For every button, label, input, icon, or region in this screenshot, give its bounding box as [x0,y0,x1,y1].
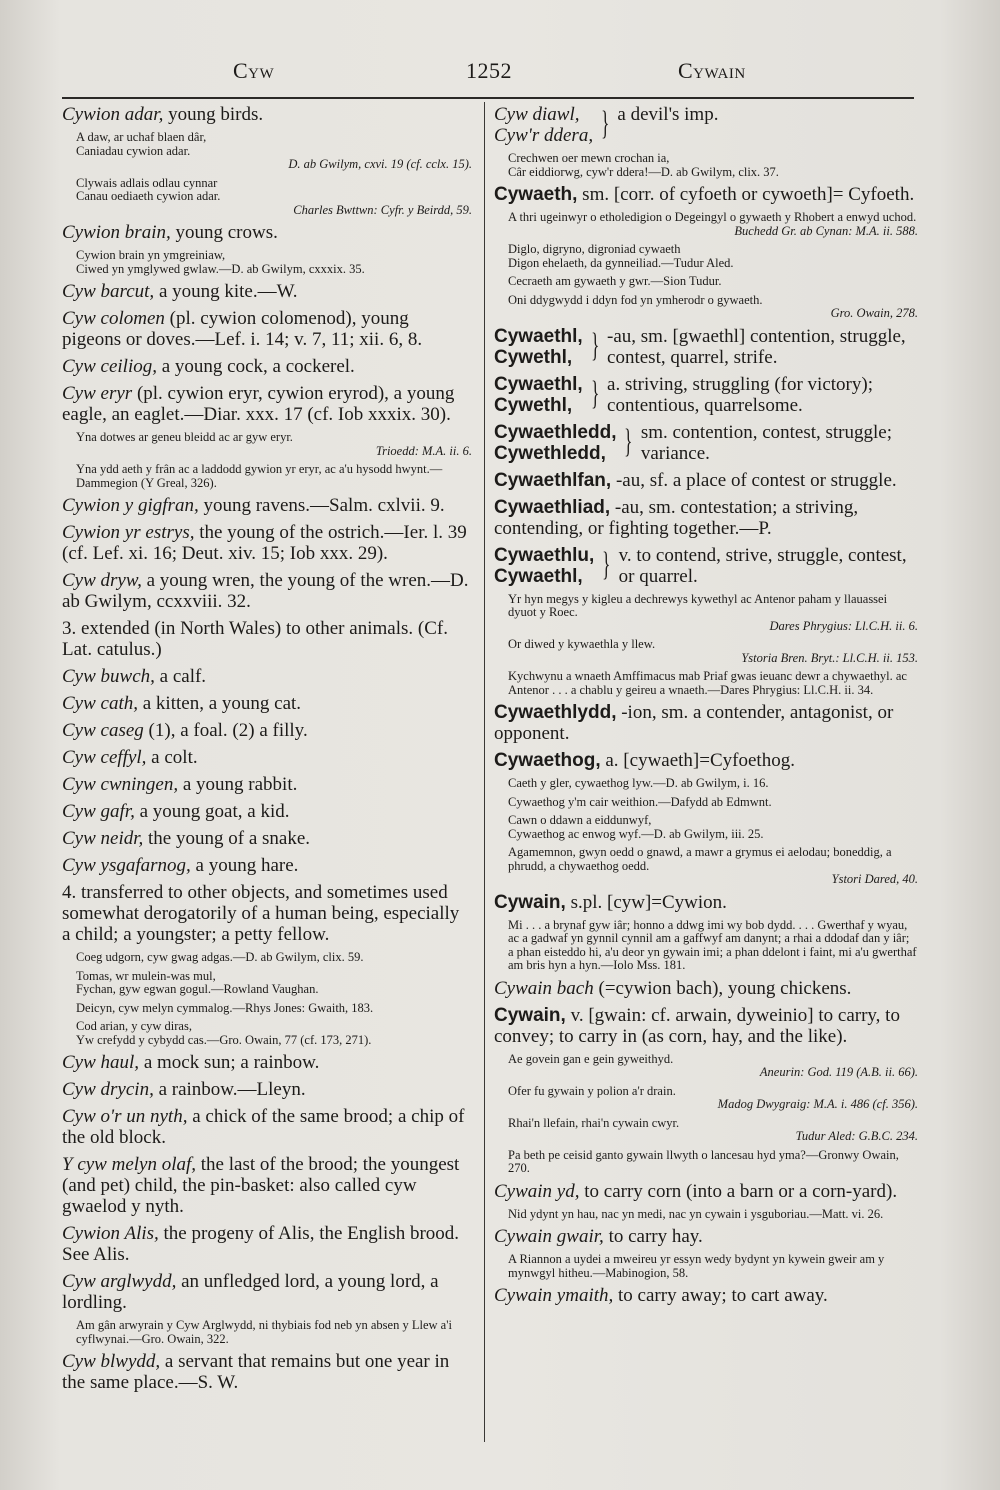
entry-headword: Cyw drycin, [62,1079,154,1100]
quotation-line: Cywion brain yn ymgreiniaw, [76,248,226,262]
dictionary-entry [62,618,472,660]
page-number: 1252 [466,58,512,83]
entry-definition: a servant that remains but one year in the same place.—S. W. [62,1351,450,1393]
quotation-source: Madog Dwygraig: M.A. i. 486 (cf. 356). [717,1097,918,1111]
entry-definition: s.pl. [cyw]=Cywion. [565,891,727,913]
entry-definition: to carry corn (into a barn or a corn-yard). [579,1180,898,1202]
quotation [76,1319,472,1346]
left-column [62,104,472,1399]
entry-headword: Cywain, [494,891,566,913]
quotation-line: Coeg udgorn, cyw gwag adgas.—D. ab Gwilym, clix. 59. [76,950,364,964]
entry-headword: Cywion yr estrys, [62,522,195,543]
entry-definition: a young wren, the young of the wren.—D. ab Gwilym, ccxxviii. 32. [62,570,469,612]
quotation-line: Mi . . . a brynaf gyw iâr; honno a ddwg imi wy bob dydd. . . . Gwerthaf y wyau, ac a gadwaf yn gynnil cynnil am a gaffwyf am danynt; a rhai a ddodaf dan y iâr; a phan eisteddo hi, a'u deor yn gywain imi; a phan ddelont i faint, mi a'u gwerthaf am bris hyn a hyn.—Iolo Mss. 181. [508,917,917,972]
quotation-line: Rhai'n llefain, rhai'n cywain cwyr. [508,1115,680,1130]
entry-headword: Cyw caseg [62,720,144,741]
quotation [508,294,918,321]
entry-headword: Cyw dryw, [62,570,142,591]
entry-headword: Cyw colomen [62,308,165,329]
entry-definition: -ion, sm. a contender, antagonist, or opponent. [494,702,894,744]
paired-entry [494,545,918,587]
dictionary-entry [62,1223,472,1265]
dictionary-entry [494,1285,918,1306]
quotation-line: Fychan, gyw egwan gogul.—Rowland Vaughan. [76,982,319,996]
entry-definition: a kitten, a young cat. [138,693,302,714]
entry-definition: (pl. cywion colomenod), young pigeons or doves.—Lef. i. 14; v. 7, 11; xii. 6, 8. [62,308,423,350]
entry-headword: Cywaeth, [494,184,578,205]
quotation [508,211,918,238]
entry-definition: the progeny of Alis, the English brood. See Alis. [62,1223,460,1265]
entry-headword: Cywion y gigfran, [62,495,199,516]
quotation-source: Buchedd Gr. ab Cynan: M.A. ii. 588. [734,223,918,238]
entry-headword: Cywain gwair, [494,1226,604,1247]
quotation-line: Agamemnon, gwyn oedd o gnawd, a mawr a grymus ei aelodau; boneddig, a phrudd, a chywaethog oedd. [508,845,892,873]
entry-headword: Cywain yd, [494,1180,580,1202]
quotation-line: Câr eiddiorwg, cyw'r ddera!—D. ab Gwilym, clix. 37. [508,164,779,179]
entry-definition: young ravens.—Salm. cxlvii. 9. [198,495,445,516]
entry-definition: 3. extended (in North Wales) to other animals. (Cf. Lat. catulus.) [62,618,448,660]
quotation [508,846,918,887]
quotation-line: Cod arian, y cyw diras, [76,1019,192,1033]
quotation [508,1085,918,1112]
quotation-line: Caniadau cywion adar. [76,143,191,158]
entry-headword: Cyw o'r un nyth, [62,1106,188,1127]
entry-headword: Cywaethl, [494,325,583,347]
entry-headword: Cywaethl, [494,565,583,587]
quotation [76,951,472,965]
quotation [76,970,472,997]
quotation [508,1253,918,1280]
entry-definition: (1), a foal. (2) a filly. [143,720,308,741]
paired-entry [494,422,918,464]
quotation [508,275,918,289]
quotation [76,1002,472,1016]
dictionary-entry [62,1052,472,1073]
entry-headword: Cyw haul, [62,1052,140,1073]
dictionary-entry [494,1181,918,1202]
quotation [76,431,472,458]
entry-headword: Cywethledd, [494,442,606,464]
quotation-line: Or diwed y kywaethla y llew. [508,637,656,651]
brace-glyph: } [601,105,610,142]
entry-definition: sm. contention, contest, struggle; variance. [640,421,892,464]
quotation-line: Yna ydd aeth y frân ac a laddodd gywion yr eryr, ac a'u hysodd hwynt.—Dammegion (Y Greal, 326). [76,462,443,490]
dictionary-entry [62,1154,472,1217]
entry-headword: Cyw arglwydd, [62,1271,177,1292]
quotation-line: Diglo, digryno, digroniad cywaeth [508,242,681,256]
entry-headword: Cyw ceiliog, [62,356,157,377]
entry-headword: Cyw neidr, [62,828,144,849]
quotation-source: Trioedd: M.A. ii. 6. [375,443,472,458]
quotation-line: Crechwen oer mewn crochan ia, [508,151,670,165]
quotation [76,1020,472,1047]
dictionary-entry [62,747,472,768]
entry-definition: (pl. cywion eryr, cywion eryrod), a young eagle, an eaglet.—Diar. xxx. 17 (cf. Iob xxxix. 30). [62,383,455,425]
entry-definition: a calf. [154,666,207,687]
entry-headword: Cywaethog, [494,750,601,771]
entry-headword: Cywion Alis, [62,1223,159,1244]
paired-entry [494,374,918,416]
dictionary-entry [62,522,472,564]
entry-definition: a rainbow.—Lleyn. [153,1079,306,1100]
entry-definition: v. to contend, strive, struggle, contest, or quarrel. [618,544,907,587]
quotation [508,919,918,973]
quotation-line: A thri ugeinwyr o etholedigion o Degeingyl o gywaeth y Rhobert a enwyd uchod. [508,210,917,224]
paired-headwords [494,545,594,587]
entry-definition: the young of a snake. [143,828,311,849]
quotation-source: Tudur Aled: G.B.C. 234. [795,1129,918,1143]
quotation-source: D. ab Gwilym, cxvi. 19 (cf. cclx. 15). [288,157,472,171]
quotation-line: Am gân arwyrain y Cyw Arglwydd, ni thybiais fod neb yn absen y Llew a'i cyflwynai.—Gro. Owain, 322. [76,1318,452,1346]
entry-headword: Cyw'r ddera, [494,125,594,146]
quotation-line: Ofer fu gywain y polion a'r drain. [508,1083,676,1098]
dictionary-entry [62,774,472,795]
entry-headword: Cywaethlu, [494,544,595,566]
column-divider [484,102,485,1442]
entry-definition: a chick of the same brood; a chip of the old block. [62,1106,465,1148]
entry-headword: Cywion brain, [62,222,171,243]
dictionary-entry [62,828,472,849]
quotation-line: Nid ydynt yn hau, nac yn medi, nac yn cywain i ysguboriau.—Matt. vi. 26. [508,1206,884,1221]
entry-headword: Cywain bach [494,977,594,999]
dictionary-entry [62,495,472,516]
quotation [76,249,472,276]
dictionary-entry [62,1079,472,1100]
quotation-line: Oni ddygwydd i ddyn fod yn ymherodr o gywaeth. [508,292,763,307]
quotation-line: Yr hyn megys y kigleu a dechrewys kywethyl ac Antenor paham y llauassei dyuot y Roec. [508,591,888,619]
entry-headword: Y cyw melyn olaf, [62,1154,197,1175]
dictionary-entry [62,222,472,243]
dictionary-entry [62,882,472,945]
entry-definition: a young cock, a cockerel. [156,356,355,377]
dictionary-entry [494,702,918,744]
dictionary-entry [62,666,472,687]
running-header [0,58,1000,88]
dictionary-entry [62,308,472,350]
quotation-source: Ystoria Bren. Bryt.: Ll.C.H. ii. 153. [741,650,918,665]
entry-headword: Cywethl, [494,394,573,416]
brace-glyph: } [590,326,599,364]
quotation [76,131,472,172]
quotation [508,670,918,697]
quotation [508,1117,918,1144]
entry-definition: a. [cywaeth]=Cyfoethog. [600,750,795,771]
dictionary-entry [494,750,918,771]
quotation [508,796,918,810]
right-column [494,104,918,1312]
quotation [508,814,918,841]
quotation [508,777,918,791]
entry-definition: a young hare. [190,855,299,876]
entry-definition: -au, sm. [gwaethl] contention, struggle, contest, quarrel, strife. [607,325,906,368]
dictionary-entry [62,570,472,612]
dictionary-entry [494,470,918,491]
paired-entry [494,104,918,146]
entry-headword: Cywain, [494,1004,566,1026]
entry-headword: Cywethl, [494,346,573,368]
entry-definition: young crows. [170,222,278,243]
quotation-source: Gro. Owain, 278. [830,306,918,320]
quotation-line: Yw crefydd y cybydd cas.—Gro. Owain, 77 (cf. 173, 271). [76,1032,372,1047]
entry-definition: a devil's imp. [617,104,719,125]
quotation [508,1149,918,1176]
entry-definition: young birds. [163,104,264,125]
dictionary-entry [62,855,472,876]
quotation-line: Deicyn, cyw melyn cymmalog.—Rhys Jones: Gwaith, 183. [76,1000,374,1015]
paired-headwords [494,326,583,368]
dictionary-entry [62,356,472,377]
quotation [508,152,918,179]
entry-headword: Cyw ceffyl, [62,747,147,768]
entry-definition: an unfledged lord, a young lord, a lordling. [62,1271,439,1313]
entry-headword: Cyw eryr [62,383,133,404]
entry-headword: Cyw diawl, [494,104,580,125]
entry-headword: Cywaethliad, [494,496,611,518]
quotation-line: A daw, ar uchaf blaen dâr, [76,130,207,144]
dictionary-entry [62,383,472,425]
quotation-line: Clywais adlais odlau cynnar [76,175,218,190]
quotation [508,593,918,634]
quotation-line: Cywaethog y'm cair weithion.—Dafydd ab Edmwnt. [508,794,772,809]
dictionary-entry [494,1005,918,1047]
entry-definition: a young rabbit. [178,774,298,795]
quotation-line: Cawn o ddawn a eiddunwyf, [508,813,652,827]
entry-definition: v. [gwain: cf. arwain, dyweinio] to carry, to convey; to carry in (as corn, hay, and the like). [494,1004,900,1047]
entry-definition: -au, sm. contestation; a striving, contending, or fighting together.—P. [494,496,859,539]
paired-headwords [494,374,583,416]
dictionary-entry [494,1226,918,1247]
quotation-source: Aneurin: God. 119 (A.B. ii. 66). [759,1065,918,1079]
entry-definition: -au, sf. a place of contest or struggle. [611,469,897,491]
quotation-line: Digon ehelaeth, da gynneiliad.—Tudur Aled. [508,255,734,270]
dictionary-entry [62,1106,472,1148]
quotation [508,243,918,270]
paired-entry [494,326,918,368]
dictionary-entry [494,978,918,999]
quotation-line: Cecraeth am gywaeth y gwr.—Sion Tudur. [508,274,722,288]
dictionary-entry [494,497,918,539]
dictionary-entry [62,104,472,125]
brace-glyph: } [590,374,599,412]
entry-definition: a colt. [146,747,198,768]
entry-headword: Cywaethlydd, [494,702,617,723]
quotation-line: Canau oediaeth cywion adar. [76,189,221,203]
quotation [508,1053,918,1080]
brace-glyph: } [602,545,611,583]
quotation-line: Yna dotwes ar geneu bleidd ac ar gyw eryr. [76,430,293,444]
quotation-line: Caeth y gler, cywaethog lyw.—D. ab Gwilym, i. 16. [508,776,769,790]
quotation-line: Kychwynu a wnaeth Amffimacus mab Priaf gwas ieuanc dewr a chywaethyl. ac Antenor . . . a chablu y geireu a wnaeth.—Dares Phrygius: Ll.C.H. ii. 34. [508,669,907,697]
header-left-guide-word: Cyw [233,58,275,83]
entry-headword: Cywain ymaith, [494,1285,614,1306]
dictionary-entry [62,1271,472,1313]
entry-definition: a mock sun; a rainbow. [139,1052,320,1073]
quotation-line: A Riannon a uydei a mweireu yr essyn wedy bydynt yn kywein gweir am y mynwgyl hitheu.—Mabinogion, 58. [508,1252,885,1280]
dictionary-entry [62,1351,472,1393]
entry-definition: the last of the brood; the youngest (and pet) child, the pin-basket: also called cyw gwaelod y nyth. [62,1154,460,1217]
dictionary-entry [494,184,918,205]
dictionary-entry [62,281,472,302]
quotation-line: Cywaethog ac enwog wyf.—D. ab Gwilym, iii. 25. [508,826,764,841]
dictionary-entry [62,720,472,741]
entry-definition: to carry away; to cart away. [613,1285,828,1306]
quotation [508,638,918,665]
quotation-line: Tomas, wr mulein-was mul, [76,968,216,983]
quotation-line: Ae govein gan e gein gyweithyd. [508,1051,674,1066]
header-rule [62,97,914,99]
entry-headword: Cyw cath, [62,693,138,714]
entry-definition: a young goat, a kid. [134,801,290,822]
header-right-guide-word: Cywain [678,58,746,83]
entry-headword: Cyw barcut, [62,281,155,302]
quotation-line: Ciwed yn ymglywed gwlaw.—D. ab Gwilym, cxxxix. 35. [76,261,365,276]
quotation [76,463,472,490]
entry-definition: (=cywion bach), young chickens. [593,977,852,999]
entry-headword: Cywaethl, [494,373,583,395]
entry-definition: a. striving, struggling (for victory); contentious, quarrelsome. [607,373,873,416]
paired-headwords [494,104,593,146]
brace-glyph: } [624,422,633,460]
quotation-source: Ystori Dared, 40. [831,872,918,886]
entry-headword: Cyw blwydd, [62,1351,161,1372]
entry-definition: the young of the ostrich.—Ier. l. 39 (cf. Lef. xi. 16; Deut. xiv. 15; Iob xxx. 29). [62,522,467,564]
quotation [76,177,472,218]
entry-definition: to carry hay. [603,1226,703,1247]
entry-headword: Cyw cwningen, [62,774,179,795]
entry-headword: Cyw buwch, [62,666,155,687]
dictionary-entry [62,801,472,822]
quotation-source: Charles Bwttwn: Cyfr. y Beirdd, 59. [293,202,472,217]
entry-headword: Cywaethledd, [494,421,617,443]
dictionary-entry [62,693,472,714]
dictionary-entry [494,892,918,913]
paired-headwords [494,422,616,464]
entry-definition: a young kite.—W. [154,281,298,302]
quotation [508,1208,918,1222]
entry-definition: sm. [corr. of cyfoeth or cywoeth]= Cyfoeth. [577,184,915,205]
entry-headword: Cyw gafr, [62,801,135,822]
entry-headword: Cywaethlfan, [494,469,612,491]
entry-definition: 4. transferred to other objects, and sometimes used somewhat derogatorily of a human being, especially a child; a youngster; a petty fellow. [62,882,460,945]
entry-headword: Cywion adar, [62,104,164,125]
quotation-source: Dares Phrygius: Ll.C.H. ii. 6. [769,618,918,633]
entry-headword: Cyw ysgafarnog, [62,855,191,876]
quotation-line: Pa beth pe ceisid ganto gywain llwyth o lancesau hyd yma?—Gronwy Owain, 270. [508,1147,899,1175]
